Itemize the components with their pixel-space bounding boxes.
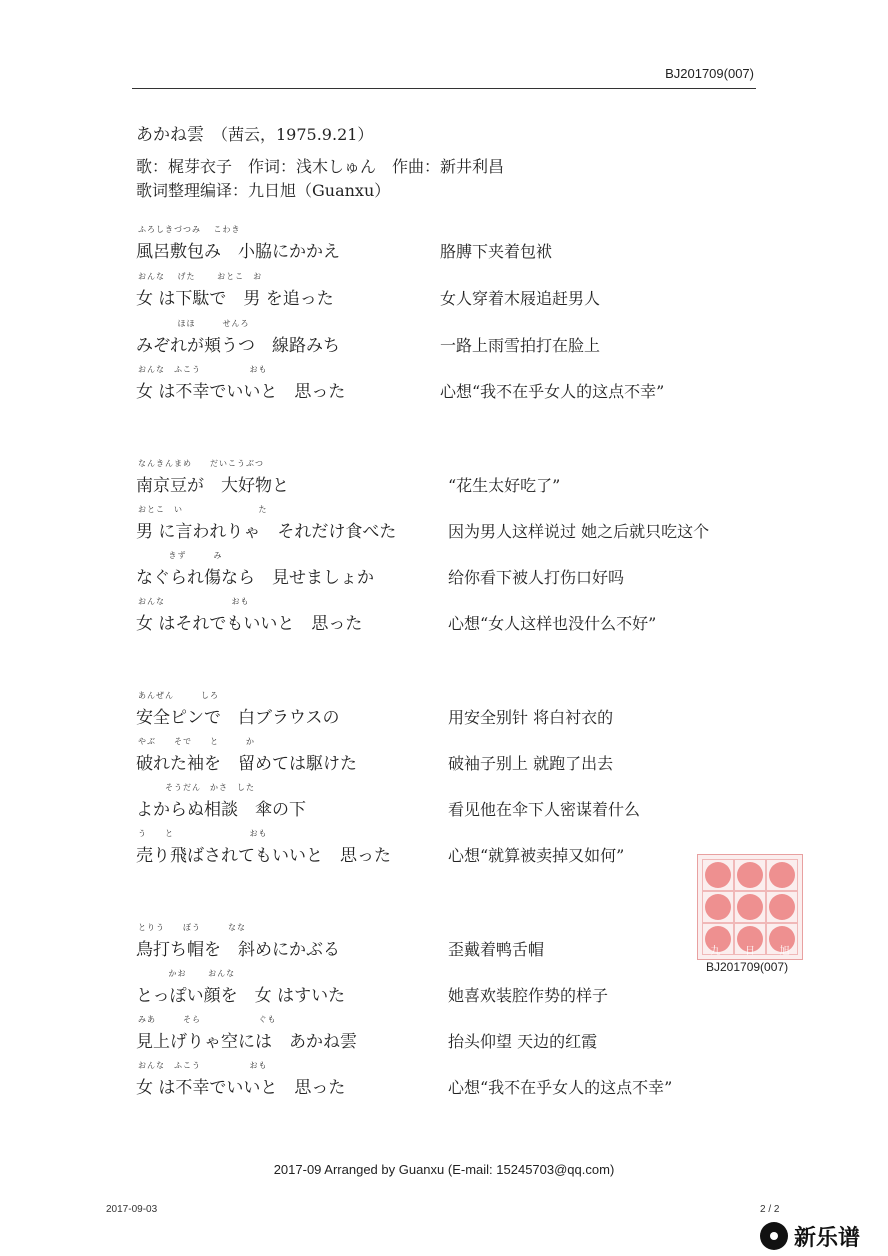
chinese-translation: 她喜欢装腔作势的样子: [448, 986, 609, 1005]
song-title-line: [136, 120, 373, 145]
japanese-lyric: 南京豆が 大好物と: [136, 476, 289, 496]
logo-text: 新乐谱: [794, 1225, 861, 1251]
japanese-lyric: なぐられ傷なら 見せましょか: [136, 568, 374, 588]
furigana: ほほ せんろ: [138, 319, 250, 328]
footer-arranged: 2017-09 Arranged by Guanxu (E-mail: 15245703@qq.com): [273, 1162, 615, 1177]
furigana: ふろしきづつみ こわき: [138, 225, 241, 234]
chinese-translation: 心想“女人这样也没什么不好”: [448, 614, 657, 633]
page-number: 2 / 2: [760, 1204, 780, 1215]
furigana: あんぜん しろ: [138, 691, 219, 700]
furigana: そうだん かさ した: [138, 783, 255, 792]
furigana: きず み: [138, 551, 223, 560]
site-logo: [760, 1218, 886, 1254]
japanese-lyric: よからぬ相談 傘の下: [136, 800, 306, 820]
japanese-lyric: 男 に言われりゃ それだけ食べた: [136, 522, 397, 542]
seal-char: 九: [710, 946, 721, 957]
japanese-lyric: 安全ピンで 白ブラウスの: [136, 708, 340, 728]
chinese-translation: 一路上雨雪拍打在脸上: [440, 336, 601, 355]
japanese-lyric: みぞれが頬うつ 線路みち: [136, 336, 340, 356]
japanese-lyric: 女 は不幸でいいと 思った: [136, 1078, 346, 1098]
japanese-lyric: 鳥打ち帽を 斜めにかぶる: [136, 940, 340, 960]
chinese-translation: “花生太好吃了”: [448, 476, 561, 495]
chinese-translation: 看见他在伞下人密谋着什么: [448, 800, 641, 819]
vinyl-disc-icon: [760, 1222, 788, 1250]
seal-char: 日: [744, 946, 755, 957]
chinese-translation: 心想“我不在乎女人的这点不幸”: [448, 1078, 673, 1097]
chinese-translation: 歪戴着鸭舌帽: [448, 940, 545, 959]
header-code: BJ201709(007): [665, 66, 754, 81]
chinese-translation: 心想“就算被卖掉又如何”: [448, 846, 625, 865]
furigana: おんな おも: [138, 597, 250, 606]
chinese-translation: 破袖子别上 就跑了出去: [448, 754, 614, 773]
japanese-lyric: 女 は不幸でいいと 思った: [136, 382, 346, 402]
chinese-translation: 给你看下被人打伤口好吗: [448, 568, 625, 587]
footer-date: 2017-09-03: [106, 1204, 158, 1215]
chinese-translation: 用安全别针 将白衬衣的: [448, 708, 614, 727]
japanese-lyric: 風呂敷包み 小脇にかかえ: [136, 242, 340, 262]
japanese-lyric: 女 は下駄で 男 を追った: [136, 289, 334, 309]
seal-code: BJ201709(007): [706, 960, 789, 974]
song-subtitle: （茜云，1975.9.21）: [212, 125, 374, 144]
japanese-lyric: 女 はそれでもいいと 思った: [136, 614, 363, 634]
furigana: おんな ふこう おも: [138, 365, 268, 374]
header-rule: [132, 88, 756, 89]
furigana: かお おんな: [138, 969, 236, 978]
japanese-lyric: 破れた袖を 留めては駆けた: [136, 754, 357, 774]
furigana: おとこ い た: [138, 505, 268, 514]
furigana: なんきんまめ だいこうぶつ: [138, 459, 264, 468]
chinese-translation: 女人穿着木屐追赶男人: [440, 289, 601, 308]
furigana: おんな げた おとこ お: [138, 272, 263, 281]
song-title: あかね雲: [136, 125, 204, 145]
furigana: おんな ふこう おも: [138, 1061, 268, 1070]
furigana: う と おも: [138, 829, 268, 838]
seal-stamp: [697, 854, 803, 960]
furigana: とりう ぼう なな: [138, 923, 246, 932]
chinese-translation: 因为男人这样说过 她之后就只吃这个: [448, 522, 710, 541]
japanese-lyric: 見上げりゃ空には あかね雲: [136, 1032, 357, 1052]
chinese-translation: 心想“我不在乎女人的这点不幸”: [440, 382, 665, 401]
furigana: みあ そら ぐも: [138, 1015, 277, 1024]
japanese-lyric: 売り飛ばされてもいいと 思った: [136, 846, 391, 866]
seal-char: 旭: [779, 946, 790, 957]
chinese-translation: 抬头仰望 天边的红霞: [448, 1032, 598, 1051]
chinese-translation: 胳膊下夹着包袱: [440, 242, 553, 261]
song-credits: 歌：梶芽衣子 作词：浅木しゅん 作曲：新井利昌: [136, 157, 505, 176]
furigana: やぶ そで と か: [138, 737, 255, 746]
song-translator: 歌词整理编译：九日旭（Guanxu）: [136, 181, 391, 200]
japanese-lyric: とっぽい顔を 女 はすいた: [136, 986, 346, 1006]
